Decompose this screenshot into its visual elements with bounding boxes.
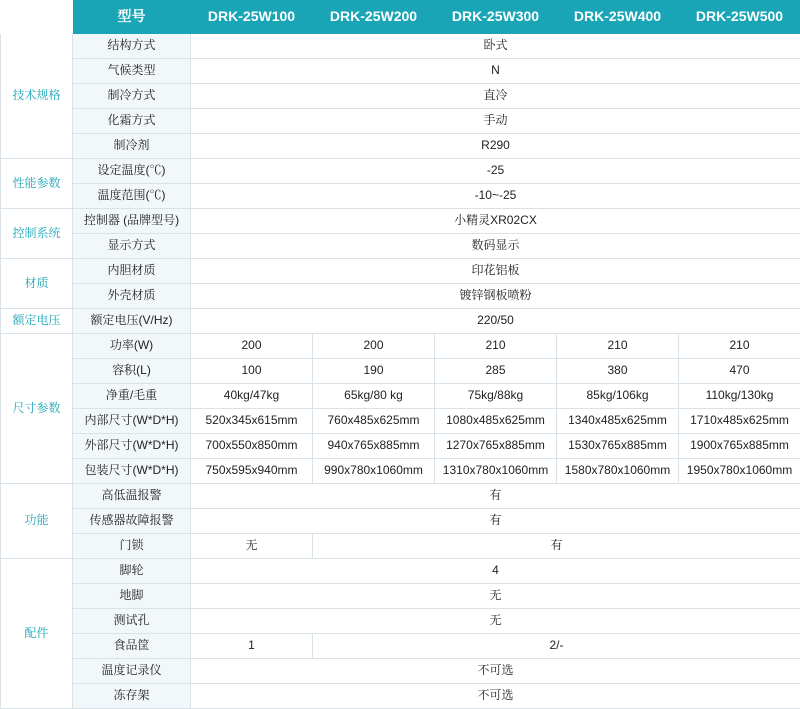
table-row: [1, 184, 800, 209]
row-value-model-3: 1270x765x885mm: [435, 434, 557, 459]
group-label: 功能: [1, 484, 73, 559]
row-label: 脚轮: [73, 559, 191, 584]
row-value-model-5: 210: [679, 334, 800, 359]
row-value-model-2: 65kg/80 kg: [313, 384, 435, 409]
table-body: [1, 34, 800, 709]
row-value-model-2: 940x765x885mm: [313, 434, 435, 459]
row-label: 控制器 (品牌型号): [73, 209, 191, 234]
row-label: 食品筐: [73, 634, 191, 659]
table-row: [1, 459, 800, 484]
header-label-col: 型号: [73, 1, 191, 34]
row-label: 净重/毛重: [73, 384, 191, 409]
row-label: 温度记录仪: [73, 659, 191, 684]
table-row: [1, 434, 800, 459]
row-value-all-models: 卧式: [191, 34, 800, 59]
row-label: 地脚: [73, 584, 191, 609]
row-value-model-1: 1: [191, 634, 313, 659]
row-value-model-5: 1950x780x1060mm: [679, 459, 800, 484]
table-row: [1, 309, 800, 334]
table-row: [1, 684, 800, 709]
table-row: [1, 109, 800, 134]
table-row: [1, 84, 800, 109]
row-label: 外部尺寸(W*D*H): [73, 434, 191, 459]
row-value-model-2: 990x780x1060mm: [313, 459, 435, 484]
row-value-model-4: 1580x780x1060mm: [557, 459, 679, 484]
row-value-model-1: 700x550x850mm: [191, 434, 313, 459]
row-value-all-models: -25: [191, 159, 800, 184]
group-label: 技术规格: [1, 34, 73, 159]
row-label: 冻存架: [73, 684, 191, 709]
row-value-models-2-5: 2/-: [313, 634, 800, 659]
row-value-model-5: 470: [679, 359, 800, 384]
row-value-all-models: 有: [191, 484, 800, 509]
table-row: [1, 34, 800, 59]
row-value-all-models: 4: [191, 559, 800, 584]
row-value-model-3: 75kg/88kg: [435, 384, 557, 409]
row-label: 传感器故障报警: [73, 509, 191, 534]
row-value-model-4: 85kg/106kg: [557, 384, 679, 409]
row-value-all-models: 印花铝板: [191, 259, 800, 284]
row-value-model-1: 520x345x615mm: [191, 409, 313, 434]
table-row: [1, 609, 800, 634]
header-model-4: DRK-25W400: [557, 1, 679, 34]
row-value-model-5: 1710x485x625mm: [679, 409, 800, 434]
table-row: [1, 284, 800, 309]
header-model-3: DRK-25W300: [435, 1, 557, 34]
row-value-all-models: -10~-25: [191, 184, 800, 209]
row-value-all-models: R290: [191, 134, 800, 159]
row-value-model-5: 1900x765x885mm: [679, 434, 800, 459]
table-row: [1, 159, 800, 184]
header-model-1: DRK-25W100: [191, 1, 313, 34]
row-label: 制冷剂: [73, 134, 191, 159]
row-label: 额定电压(V/Hz): [73, 309, 191, 334]
row-label: 化霜方式: [73, 109, 191, 134]
row-value-model-1: 100: [191, 359, 313, 384]
table-row: [1, 534, 800, 559]
header-model-5: DRK-25W500: [679, 1, 800, 34]
row-value-model-3: 1310x780x1060mm: [435, 459, 557, 484]
row-label: 温度范围(℃): [73, 184, 191, 209]
row-value-all-models: 无: [191, 584, 800, 609]
row-value-model-4: 380: [557, 359, 679, 384]
table-row: [1, 359, 800, 384]
row-label: 测试孔: [73, 609, 191, 634]
row-value-model-2: 190: [313, 359, 435, 384]
row-label: 气候类型: [73, 59, 191, 84]
row-value-model-1: 750x595x940mm: [191, 459, 313, 484]
group-label: 控制系统: [1, 209, 73, 259]
row-value-model-5: 110kg/130kg: [679, 384, 800, 409]
table-row: [1, 209, 800, 234]
table-row: [1, 384, 800, 409]
row-value-model-3: 210: [435, 334, 557, 359]
row-value-all-models: 不可选: [191, 684, 800, 709]
row-value-all-models: 镀锌钢板喷粉: [191, 284, 800, 309]
group-label: 尺寸参数: [1, 334, 73, 484]
table-row: [1, 409, 800, 434]
row-label: 外壳材质: [73, 284, 191, 309]
row-value-model-1: 40kg/47kg: [191, 384, 313, 409]
row-value-model-1: 200: [191, 334, 313, 359]
table-row: [1, 634, 800, 659]
row-value-model-3: 285: [435, 359, 557, 384]
table-row: [1, 559, 800, 584]
group-label: 性能参数: [1, 159, 73, 209]
table-row: [1, 584, 800, 609]
group-label: 配件: [1, 559, 73, 709]
header-model-2: DRK-25W200: [313, 1, 435, 34]
table-header-row: [1, 1, 800, 34]
row-value-model-4: 1530x765x885mm: [557, 434, 679, 459]
row-value-all-models: N: [191, 59, 800, 84]
row-label: 高低温报警: [73, 484, 191, 509]
table-row: [1, 509, 800, 534]
row-label: 结构方式: [73, 34, 191, 59]
row-value-all-models: 无: [191, 609, 800, 634]
table-row: [1, 259, 800, 284]
row-value-model-1: 无: [191, 534, 313, 559]
row-label: 设定温度(℃): [73, 159, 191, 184]
row-label: 内部尺寸(W*D*H): [73, 409, 191, 434]
group-label: 额定电压: [1, 309, 73, 334]
row-value-all-models: 直冷: [191, 84, 800, 109]
row-value-models-2-5: 有: [313, 534, 800, 559]
table-row: [1, 484, 800, 509]
row-value-all-models: 数码显示: [191, 234, 800, 259]
row-value-all-models: 手动: [191, 109, 800, 134]
row-value-model-2: 200: [313, 334, 435, 359]
row-label: 容积(L): [73, 359, 191, 384]
row-value-model-4: 210: [557, 334, 679, 359]
row-value-all-models: 小精灵XR02CX: [191, 209, 800, 234]
table-row: [1, 134, 800, 159]
table-row: [1, 234, 800, 259]
row-value-model-3: 1080x485x625mm: [435, 409, 557, 434]
table-row: [1, 659, 800, 684]
row-label: 内胆材质: [73, 259, 191, 284]
row-value-model-2: 760x485x625mm: [313, 409, 435, 434]
row-label: 功率(W): [73, 334, 191, 359]
row-label: 制冷方式: [73, 84, 191, 109]
row-value-all-models: 有: [191, 509, 800, 534]
row-label: 包装尺寸(W*D*H): [73, 459, 191, 484]
row-label: 显示方式: [73, 234, 191, 259]
table-row: [1, 59, 800, 84]
table-row: [1, 334, 800, 359]
header-corner-cell: [1, 1, 73, 34]
row-value-all-models: 220/50: [191, 309, 800, 334]
row-value-model-4: 1340x485x625mm: [557, 409, 679, 434]
row-label: 门锁: [73, 534, 191, 559]
row-value-all-models: 不可选: [191, 659, 800, 684]
group-label: 材质: [1, 259, 73, 309]
